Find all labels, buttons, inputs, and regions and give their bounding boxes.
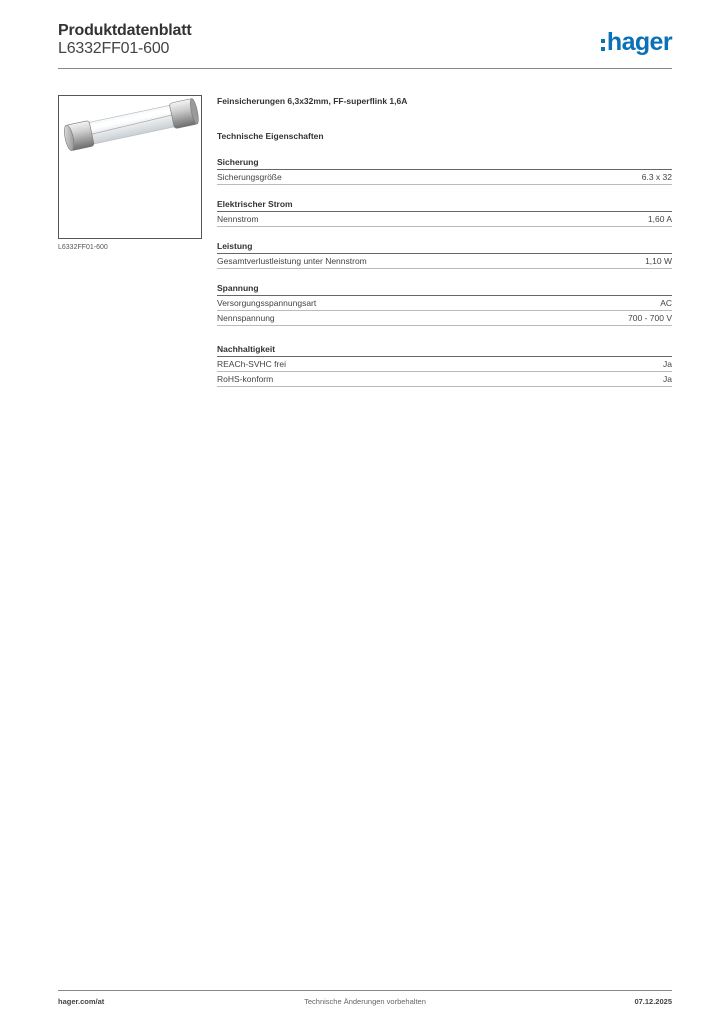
footer-divider [58,990,672,991]
property-value: 1,60 A [647,214,672,224]
property-group-nachhaltigkeit [217,343,672,387]
header-divider [58,68,672,69]
page-header [58,20,672,68]
property-label: REACh-SVHC frei [217,359,286,369]
property-label: RoHS-konform [217,374,274,384]
footer-notice: Technische Änderungen vorbehalten [304,997,426,1006]
logo-dots-icon [601,39,605,51]
property-row [217,212,672,227]
property-label: Nennspannung [217,313,275,323]
footer-website-link[interactable]: hager.com/at [58,997,105,1006]
page-footer [58,997,672,1009]
property-group-spannung [217,282,672,326]
property-label: Nennstrom [217,214,259,224]
property-value: Ja [663,359,672,369]
property-value: 6.3 x 32 [641,172,672,182]
logo-text: hager [606,28,672,56]
image-caption: L6332FF01-600 [58,244,108,251]
group-title: Sicherung [217,156,672,170]
property-label: Gesamtverlustleistung unter Nennstrom [217,256,367,266]
group-title: Elektrischer Strom [217,198,672,212]
product-image [58,95,202,239]
glass-fuse-image [59,96,201,238]
article-number: L6332FF01-600 [58,40,170,57]
property-value: AC [660,298,672,308]
property-row [217,296,672,311]
property-group-elektrischer-strom [217,198,672,227]
property-row [217,170,672,185]
property-row [217,357,672,372]
property-value: Ja [663,374,672,384]
property-label: Sicherungsgröße [217,172,282,182]
group-title: Nachhaltigkeit [217,343,672,357]
product-name: Feinsicherungen 6,3x32mm, FF-superflink 1,6A [217,96,408,106]
property-row [217,311,672,326]
footer-date: 07.12.2025 [634,997,672,1006]
property-row [217,254,672,269]
group-title: Spannung [217,282,672,296]
technical-properties-heading: Technische Eigenschaften [217,131,324,141]
property-group-sicherung [217,156,672,185]
property-group-leistung [217,240,672,269]
group-title: Leistung [217,240,672,254]
property-value: 1,10 W [645,256,672,266]
property-label: Versorgungsspannungsart [217,298,317,308]
document-title: Produktdatenblatt [58,22,192,39]
product-details [217,95,672,387]
property-row [217,372,672,387]
hager-logo [601,26,672,58]
property-value: 700 - 700 V [628,313,672,323]
